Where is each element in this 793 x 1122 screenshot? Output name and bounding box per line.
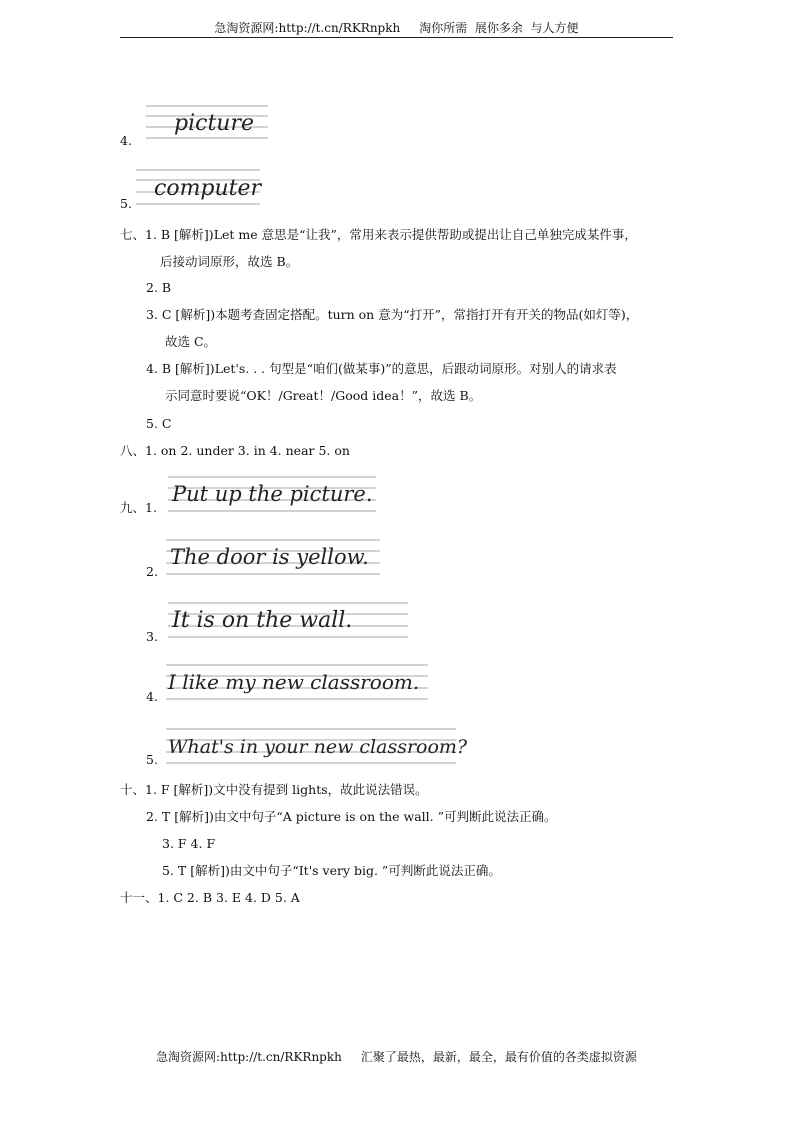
handwritten-sentence: It is on the wall. <box>172 608 353 633</box>
item-number: 3. <box>146 629 158 644</box>
answer-7-5: 5. C <box>146 416 172 431</box>
handwritten-word: picture <box>174 111 254 136</box>
handwriting-line <box>136 168 264 208</box>
page-header: 急淘资源网:http://t.cn/RKRnpkh 淘你所需 展你多余 与人方便 <box>120 19 673 38</box>
answer-7-3: 3. C [解析])本题考查固定搭配。turn on 意为“打开”，常指打开有开关的物品(如灯等)， <box>146 307 639 322</box>
item-number: 九、1. <box>120 500 157 515</box>
item-number: 5. <box>120 196 132 211</box>
handwriting-line <box>168 475 380 515</box>
answer-7-1: 七、1. B [解析])Let me 意思是“让我”，常用来表示提供帮助或提出让自己单独完成某件事， <box>120 227 637 242</box>
handwritten-sentence: The door is yellow. <box>170 545 369 569</box>
handwritten-sentence: What's in your new classroom? <box>168 736 468 758</box>
page-footer: 急淘资源网:http://t.cn/RKRnpkh 汇聚了最热，最新，最全，最有价值的各类虚拟资源 <box>156 1050 637 1064</box>
answer-7-2: 2. B <box>146 280 172 295</box>
answer-10-3-4: 3. F 4. F <box>162 836 216 851</box>
handwriting-line <box>146 104 271 140</box>
answer-8: 八、1. on 2. under 3. in 4. near 5. on <box>120 443 350 458</box>
handwriting-line <box>166 538 384 578</box>
answer-11: 十一、1. C 2. B 3. E 4. D 5. A <box>120 890 300 905</box>
item-number: 4. <box>146 689 158 704</box>
item-number: 2. <box>146 564 158 579</box>
handwriting-line <box>166 663 432 703</box>
answer-7-4: 4. B [解析])Let's. . . 句型是“咱们(做某事)”的意思，后跟动词原形。对别人的请求表 <box>146 361 617 376</box>
answer-10-1: 十、1. F [解析])文中没有提到 lights，故此说法错误。 <box>120 782 428 797</box>
answer-7-1-cont: 后接动词原形，故选 B。 <box>160 254 299 269</box>
answer-10-5: 5. T [解析])由文中句子“It's very big. ”可判断此说法正确。 <box>162 863 501 878</box>
handwriting-line <box>166 727 468 767</box>
answer-7-3-cont: 故选 C。 <box>165 334 217 349</box>
answer-7-4-cont: 示同意时要说“OK！/Great！/Good idea！”，故选 B。 <box>165 388 482 403</box>
item-number: 5. <box>146 752 158 767</box>
handwritten-word: computer <box>154 176 262 201</box>
item-number: 4. <box>120 133 132 148</box>
handwriting-line <box>168 601 412 641</box>
answer-10-2: 2. T [解析])由文中句子“A picture is on the wall. ”可判断此说法正确。 <box>146 809 557 824</box>
handwritten-sentence: Put up the picture. <box>172 482 373 506</box>
handwritten-sentence: I like my new classroom. <box>168 670 420 694</box>
